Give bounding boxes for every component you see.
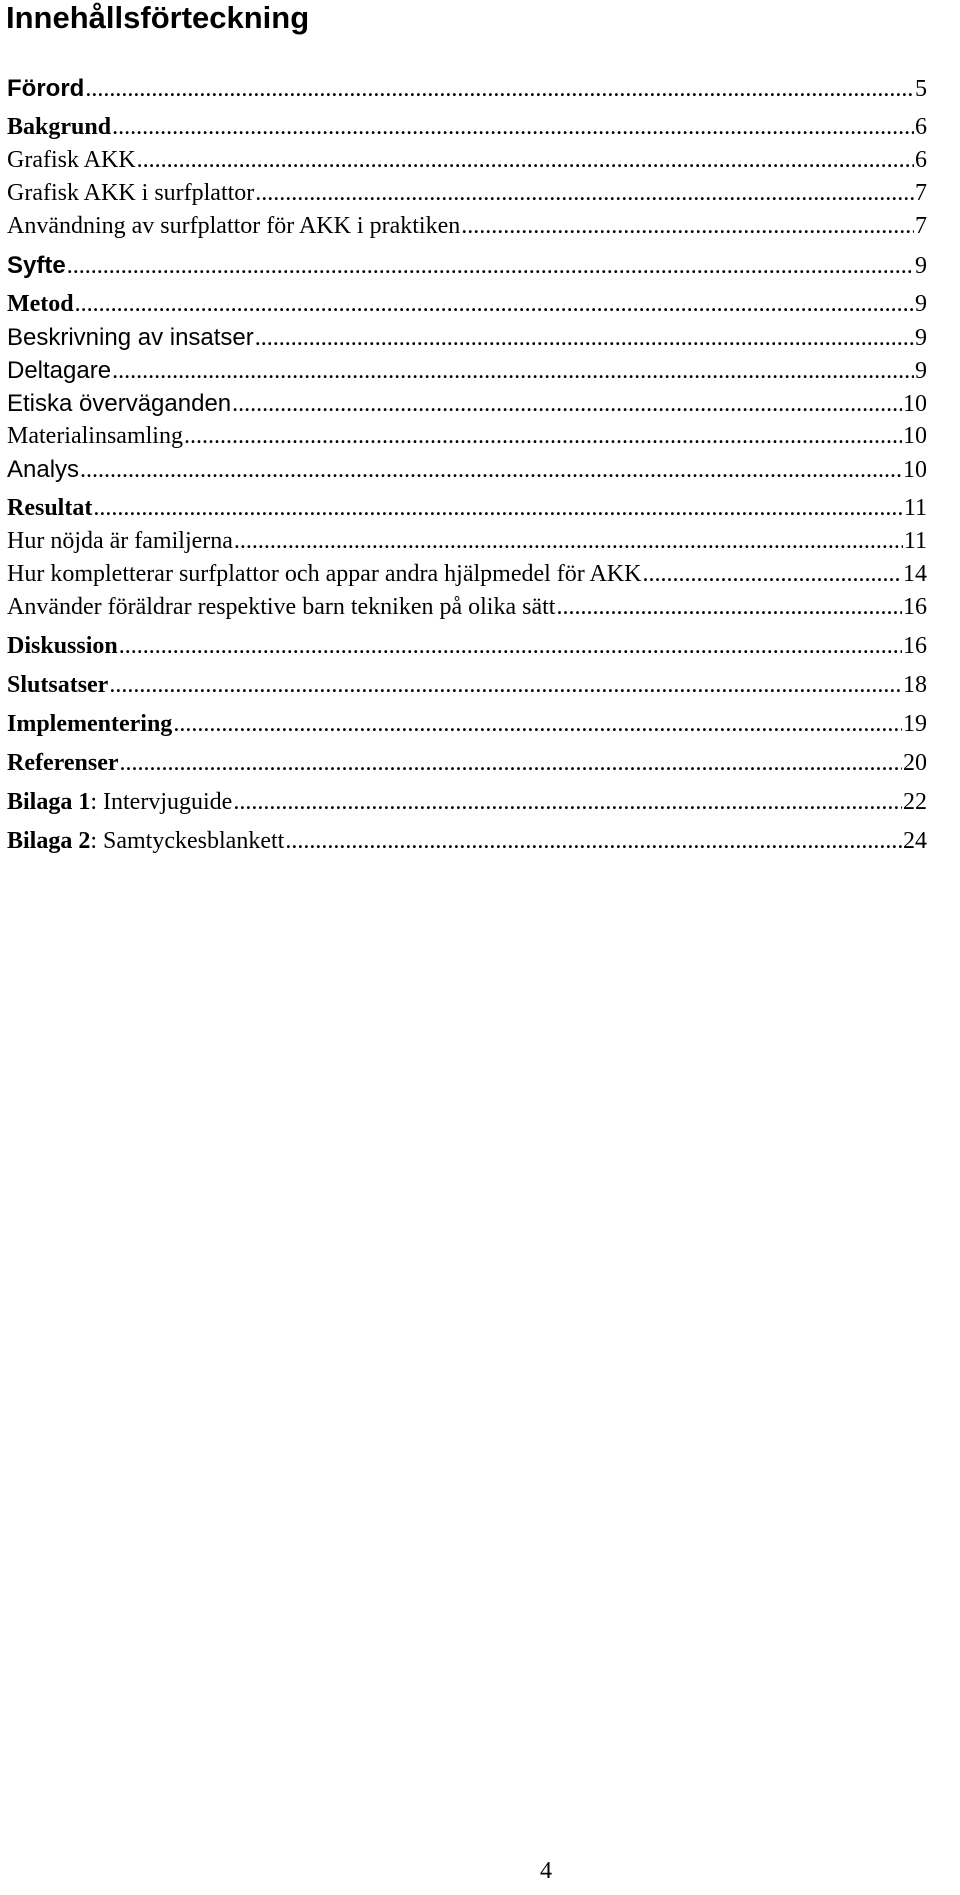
toc-entry-title: Deltagare — [7, 357, 112, 384]
toc-entry-kompletterar[interactable] — [7, 558, 927, 591]
toc-entry-title-suffix: : Intervjuguide — [90, 789, 233, 815]
toc-entry-page: 19 — [903, 711, 927, 737]
toc-entry-referenser[interactable] — [7, 747, 927, 780]
toc-entry-title: Implementering — [7, 711, 173, 737]
toc-entry-page: 9 — [915, 291, 927, 317]
toc-entry-title: Använder föräldrar respektive barn tekniken på olika sätt — [7, 594, 556, 620]
toc-dot-leader — [112, 355, 914, 388]
toc-entry-title: Etiska överväganden — [7, 390, 232, 417]
toc-entry-page: 9 — [915, 325, 927, 351]
toc-entry-page: 14 — [903, 561, 927, 587]
toc-entry-beskrivning[interactable] — [7, 321, 927, 354]
toc-entry-page: 16 — [903, 594, 927, 620]
toc-dot-leader — [120, 747, 903, 780]
toc-entry-bilaga-1[interactable] — [7, 786, 927, 819]
toc-entry-title: Hur kompletterar surfplattor och appar andra hjälpmedel för AKK — [7, 561, 642, 587]
toc-entry-forord[interactable] — [7, 72, 927, 105]
toc-entry-page: 10 — [903, 391, 927, 417]
toc-entry-title: Hur nöjda är familjerna — [7, 528, 233, 554]
table-of-contents — [7, 72, 927, 858]
toc-entry-anvandning[interactable] — [7, 210, 927, 243]
toc-entry-title: Grafisk AKK — [7, 147, 136, 173]
toc-entry-bakgrund[interactable] — [7, 111, 927, 144]
toc-dot-leader — [184, 420, 902, 453]
toc-dot-leader — [80, 454, 902, 487]
toc-dot-leader — [285, 825, 902, 858]
toc-entry-page: 10 — [903, 423, 927, 449]
toc-entry-bilaga-2[interactable] — [7, 825, 927, 858]
toc-dot-leader — [232, 388, 902, 421]
toc-entry-slutsatser[interactable] — [7, 669, 927, 702]
toc-entry-title — [7, 825, 284, 858]
toc-entry-page: 18 — [903, 672, 927, 698]
toc-entry-title: Grafisk AKK i surfplattor — [7, 180, 255, 206]
toc-dot-leader — [67, 250, 914, 283]
toc-entry-implementering[interactable] — [7, 708, 927, 741]
toc-dot-leader — [85, 73, 914, 106]
toc-entry-nojda[interactable] — [7, 525, 927, 558]
toc-entry-deltagare[interactable] — [7, 354, 927, 387]
toc-entry-grafisk-akk[interactable] — [7, 144, 927, 177]
toc-dot-leader — [234, 525, 903, 558]
toc-dot-leader — [556, 591, 902, 624]
toc-entry-syfte[interactable] — [7, 249, 927, 282]
toc-entry-page: 6 — [915, 114, 927, 140]
toc-entry-page: 7 — [915, 213, 927, 239]
toc-entry-page: 16 — [903, 633, 927, 659]
toc-dot-leader — [461, 210, 914, 243]
toc-entry-title-bold: Bilaga 1 — [7, 789, 91, 815]
toc-entry-title: Förord — [7, 75, 85, 102]
toc-entry-title: Användning av surfplattor för AKK i praktiken — [7, 213, 461, 239]
toc-dot-leader — [173, 708, 902, 741]
toc-entry-analys[interactable] — [7, 453, 927, 486]
toc-entry-title: Metod — [7, 291, 74, 317]
toc-entry-materialinsamling[interactable] — [7, 420, 927, 453]
toc-entry-title: Beskrivning av insatser — [7, 324, 254, 351]
toc-entry-page: 11 — [903, 495, 927, 521]
toc-entry-diskussion[interactable] — [7, 630, 927, 663]
toc-entry-page: 7 — [915, 180, 927, 206]
toc-entry-page: 10 — [903, 457, 927, 483]
toc-entry-page: 20 — [903, 750, 927, 776]
toc-entry-page: 9 — [915, 253, 927, 279]
toc-dot-leader — [75, 288, 914, 321]
toc-entry-etiska[interactable] — [7, 387, 927, 420]
toc-entry-page: 11 — [903, 528, 927, 554]
toc-dot-leader — [233, 786, 902, 819]
toc-entry-page: 6 — [915, 147, 927, 173]
toc-entry-title-bold: Bilaga 2 — [7, 828, 91, 854]
toc-entry-title-suffix: : Samtyckesblankett — [90, 828, 285, 854]
toc-entry-title: Bakgrund — [7, 114, 112, 140]
toc-entry-resultat[interactable] — [7, 492, 927, 525]
toc-dot-leader — [112, 111, 914, 144]
toc-entry-metod[interactable] — [7, 288, 927, 321]
toc-entry-page: 22 — [903, 789, 927, 815]
toc-dot-leader — [255, 177, 914, 210]
toc-entry-grafisk-akk-surfplattor[interactable] — [7, 177, 927, 210]
toc-dot-leader — [119, 630, 902, 663]
toc-entry-title — [7, 786, 232, 819]
toc-dot-leader — [137, 144, 914, 177]
page-number: 4 — [540, 1858, 552, 1884]
toc-entry-title: Materialinsamling — [7, 423, 183, 449]
page-title: Innehållsförteckning — [6, 0, 310, 35]
toc-dot-leader — [93, 492, 903, 525]
toc-entry-page: 24 — [903, 828, 927, 854]
toc-entry-title: Resultat — [7, 495, 93, 521]
toc-dot-leader — [109, 669, 902, 702]
toc-entry-title: Syfte — [7, 252, 66, 279]
toc-entry-page: 5 — [915, 76, 927, 102]
toc-entry-anvander[interactable] — [7, 591, 927, 624]
toc-dot-leader — [642, 558, 902, 591]
toc-entry-title: Analys — [7, 456, 80, 483]
toc-entry-title: Diskussion — [7, 633, 118, 659]
toc-entry-title: Referenser — [7, 750, 119, 776]
toc-entry-page: 9 — [915, 358, 927, 384]
toc-entry-title: Slutsatser — [7, 672, 109, 698]
toc-dot-leader — [255, 322, 914, 355]
